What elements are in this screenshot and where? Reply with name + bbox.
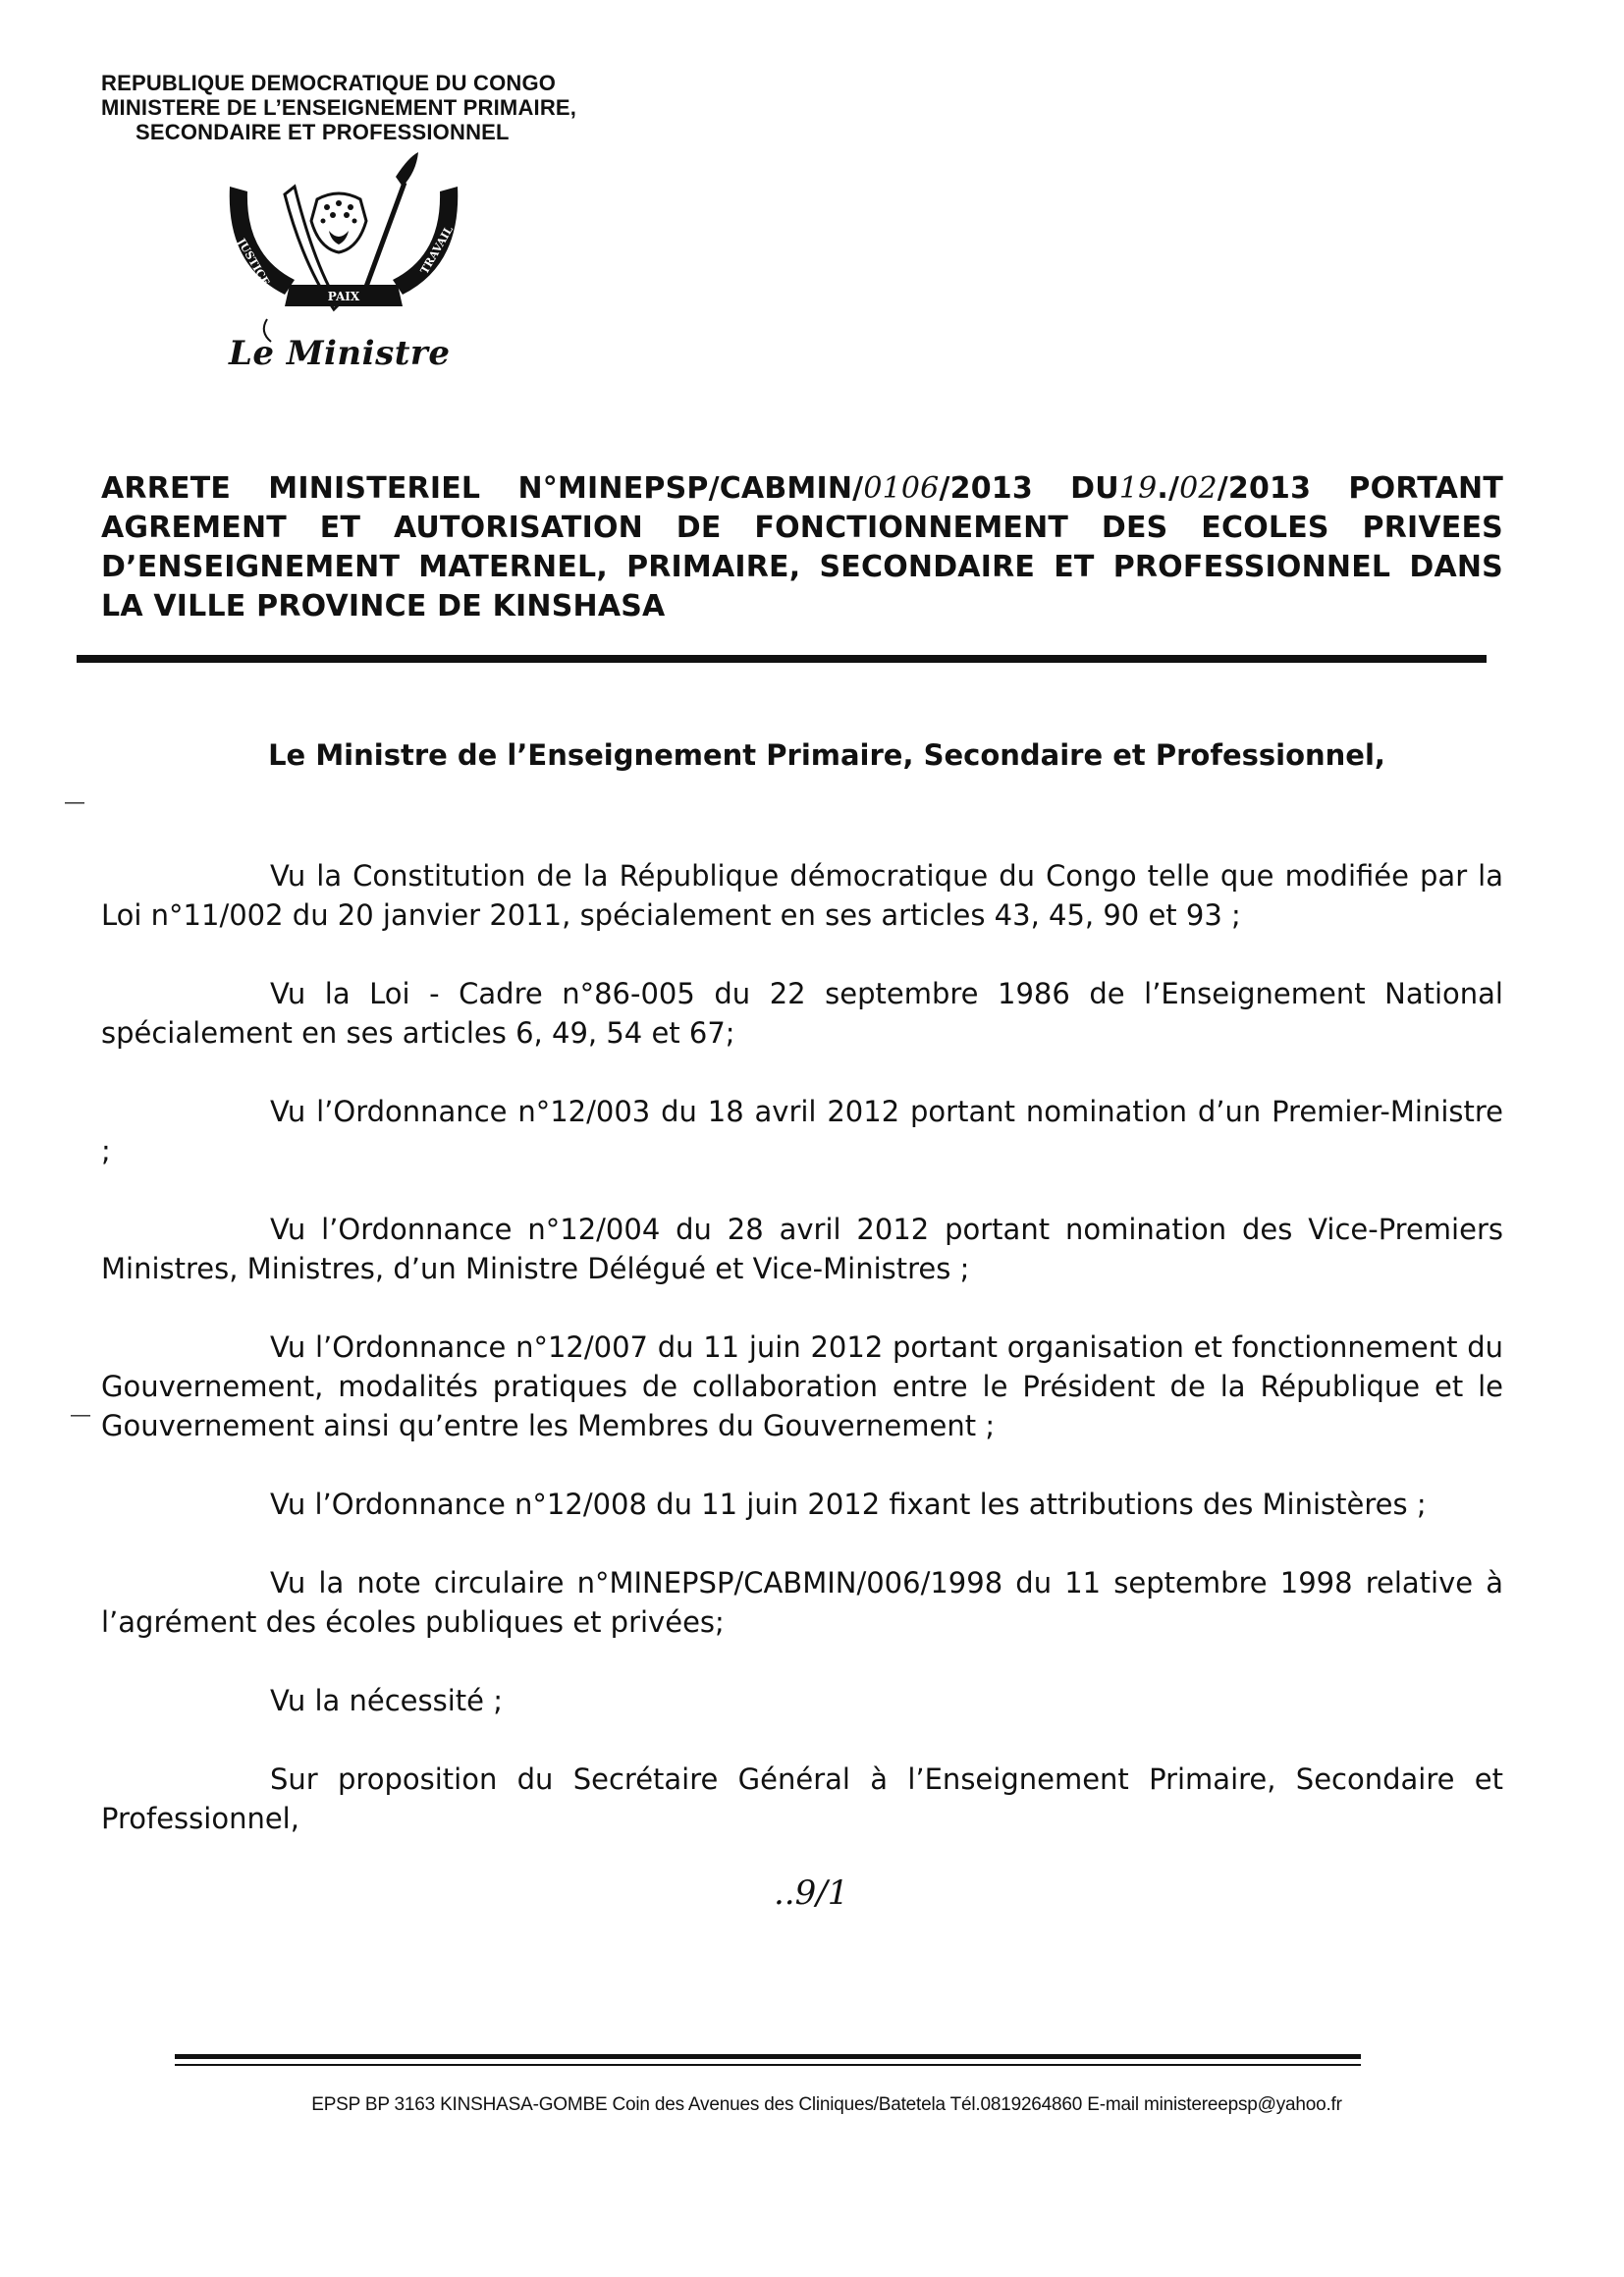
svg-text:TRAVAIL: TRAVAIL: [417, 223, 457, 277]
decree-suffix: /2013 PORTANT AGREMENT ET AUTORISATION DE FONCTIONNEMENT DES ECOLES PRIVEES D’ENSEIGNEMENT MATERNEL, PRIMAIRE, SECONDAIRE ET PROFESSIONNEL DANS LA VILLE PROVINCE DE KINSHASA: [101, 471, 1504, 623]
footer-address: EPSP BP 3163 KINSHASA-GOMBE Coin des Avenues des Cliniques/Batetela Tél.0819264860 E-mail ministereepsp@yahoo.fr: [311, 2094, 1342, 2115]
footer-divider-thin: [175, 2064, 1361, 2066]
consideration-paragraph: Vu la Loi - Cadre n°86-005 du 22 septembre 1986 de l’Enseignement National spécialement en ses articles 6, 49, 54 et 67;: [101, 977, 1503, 1050]
letterhead-ministry-cont: SECONDAIRE ET PROFESSIONNEL: [135, 120, 510, 144]
consideration-paragraph: Vu la note circulaire n°MINEPSP/CABMIN/006/1998 du 11 septembre 1998 relative à l’agrément des écoles publiques et privées;: [101, 1566, 1503, 1639]
decree-prefix: ARRETE MINISTERIEL N°MINEPSP/CABMIN/: [101, 471, 864, 506]
consideration-paragraph: Vu l’Ordonnance n°12/008 du 11 juin 2012 fixant les attributions des Ministères ;: [270, 1488, 1427, 1521]
congo-coat-of-arms-icon: [216, 147, 471, 344]
letterhead-country: REPUBLIQUE DEMOCRATIQUE DU CONGO: [101, 71, 557, 95]
decree-title: [101, 469, 1503, 626]
decree-number-handwritten: 0106: [863, 471, 940, 506]
considerations: [101, 856, 1503, 1877]
decree-month-handwritten: 02: [1179, 471, 1218, 506]
consideration-paragraph: Vu la Constitution de la République démocratique du Congo telle que modifiée par la Loi n°11/002 du 20 janvier 2011, spécialement en ses articles 43, 45, 90 et 93 ;: [101, 859, 1503, 932]
title-divider: [77, 655, 1487, 663]
signatory-heading: Le Ministre: [229, 334, 451, 373]
svg-text:JUSTICE: JUSTICE: [235, 236, 272, 289]
margin-pen-mark: —: [71, 1404, 90, 1426]
decree-day-handwritten: 19: [1118, 471, 1158, 506]
minister-heading: Le Ministre de l’Enseignement Primaire, Secondaire et Professionnel,: [268, 738, 1385, 772]
consideration-paragraph: Sur proposition du Secrétaire Général à l’Enseignement Primaire, Secondaire et Professionnel,: [101, 1762, 1503, 1835]
consideration-paragraph: Vu l’Ordonnance n°12/007 du 11 juin 2012 portant organisation et fonctionnement du Gouvernement, modalités pratiques de collaboration entre le Président de la République et le Gouvernement ainsi qu’entre les Membres du Gouvernement ;: [101, 1330, 1503, 1442]
margin-pen-mark: —: [65, 791, 84, 813]
svg-text:PAIX: PAIX: [327, 290, 360, 303]
decree-mid1: /2013 DU: [939, 471, 1119, 506]
footer-divider: [175, 2054, 1361, 2059]
letterhead: [101, 71, 576, 144]
letterhead-ministry: MINISTERE DE L’ENSEIGNEMENT PRIMAIRE,: [101, 95, 577, 120]
consideration-paragraph: Vu la nécessité ;: [270, 1684, 503, 1717]
consideration-paragraph: Vu l’Ordonnance n°12/004 du 28 avril 2012 portant nomination des Vice-Premiers Ministres, Ministres, d’un Ministre Délégué et Vice-Ministres ;: [101, 1213, 1503, 1285]
decree-mid2: ./: [1157, 471, 1180, 506]
page-continuation-mark: ..9/1: [774, 1873, 849, 1913]
consideration-paragraph: Vu l’Ordonnance n°12/003 du 18 avril 2012 portant nomination d’un Premier-Ministre ;: [101, 1095, 1503, 1167]
